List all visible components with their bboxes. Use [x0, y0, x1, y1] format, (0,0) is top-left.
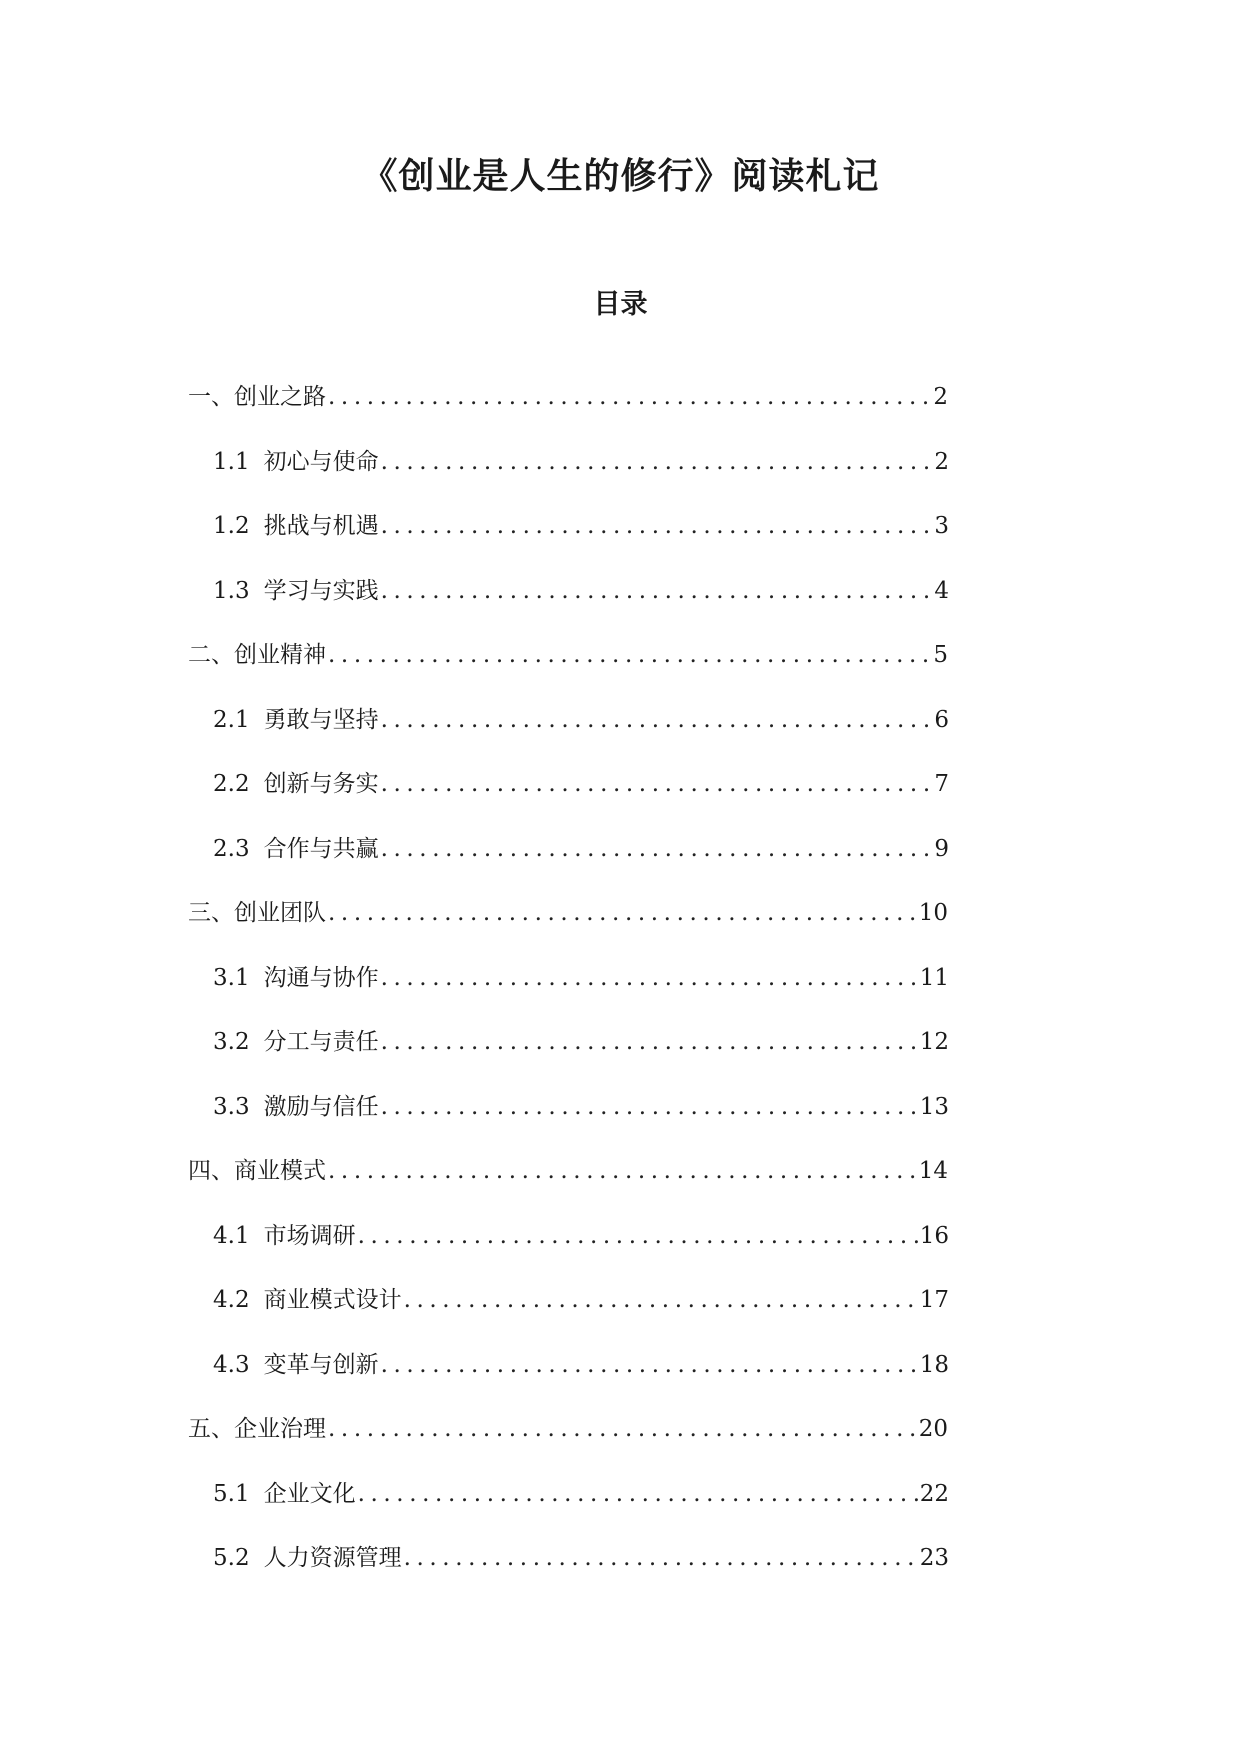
toc-page-number: 11 — [919, 965, 949, 991]
toc-entry-number: 4.2 — [213, 1287, 250, 1313]
toc-entry-number: 3.3 — [213, 1094, 250, 1120]
toc-dot-leader — [404, 1541, 918, 1575]
toc-subsection-entry[interactable] — [213, 1477, 949, 1511]
toc-page-number: 2 — [933, 384, 948, 410]
toc-subsection-entry[interactable] — [213, 1219, 949, 1253]
toc-entry-number: 5.1 — [213, 1481, 250, 1507]
toc-entry-number: 1.3 — [213, 578, 250, 604]
toc-entry-number: 2.3 — [213, 836, 250, 862]
toc-entry-label: 学习与实践 — [263, 578, 379, 604]
toc-entry-label: 企业文化 — [263, 1481, 356, 1507]
toc-entry-label: 沟通与协作 — [263, 965, 379, 991]
document-title: 《创业是人生的修行》阅读札记 — [361, 155, 880, 197]
toc-dot-leader — [404, 1283, 918, 1317]
toc-page-number: 14 — [918, 1158, 948, 1184]
toc-subsection-entry[interactable] — [213, 1541, 949, 1575]
toc-entry-number: 4.1 — [213, 1223, 250, 1249]
toc-page-number: 5 — [933, 642, 948, 668]
toc-subsection-entry[interactable] — [213, 832, 949, 866]
toc-entry-label: 分工与责任 — [263, 1029, 379, 1055]
toc-subsection-entry[interactable] — [213, 961, 949, 995]
toc-subsection-entry[interactable] — [213, 574, 949, 608]
toc-entry-label: 勇敢与坚持 — [263, 707, 379, 733]
toc-dot-leader — [358, 1219, 918, 1253]
toc-dot-leader — [358, 1477, 918, 1511]
toc-heading: 目录 — [593, 289, 648, 320]
toc-page-number: 16 — [919, 1223, 949, 1249]
toc-entry-label: 三、创业团队 — [188, 900, 326, 926]
toc-entry-label: 变革与创新 — [263, 1352, 379, 1378]
toc-entry-label: 一、创业之路 — [188, 384, 326, 410]
toc-dot-leader — [381, 703, 933, 737]
toc-entry-label: 挑战与机遇 — [263, 513, 379, 539]
toc-page-number: 13 — [919, 1094, 949, 1120]
toc-subsection-entry[interactable] — [213, 1025, 949, 1059]
toc-subsection-entry[interactable] — [213, 767, 949, 801]
toc-subsection-entry[interactable] — [213, 509, 949, 543]
toc-page-number: 17 — [919, 1287, 949, 1313]
toc-dot-leader — [381, 1348, 918, 1382]
toc-entry-label: 激励与信任 — [263, 1094, 379, 1120]
toc-entry-label: 四、商业模式 — [188, 1158, 326, 1184]
toc-page-number: 3 — [934, 513, 949, 539]
toc-subsection-entry[interactable] — [213, 445, 949, 479]
toc-entry-label: 二、创业精神 — [188, 642, 326, 668]
toc-entry-number: 1.2 — [213, 513, 250, 539]
toc-page-number: 12 — [919, 1029, 949, 1055]
toc-page-number: 4 — [934, 578, 949, 604]
toc-page-number: 2 — [934, 449, 949, 475]
toc-section-entry[interactable] — [188, 896, 948, 930]
toc-dot-leader — [381, 961, 918, 995]
toc-subsection-entry[interactable] — [213, 1348, 949, 1382]
toc-page-number: 7 — [934, 771, 949, 797]
toc-entry-label: 合作与共赢 — [263, 836, 379, 862]
toc-page-number: 18 — [919, 1352, 949, 1378]
toc-dot-leader — [328, 1412, 917, 1446]
toc-dot-leader — [381, 445, 933, 479]
toc-page-number: 23 — [919, 1545, 949, 1571]
toc-entry-label: 人力资源管理 — [263, 1545, 402, 1571]
toc-page-number: 9 — [934, 836, 949, 862]
toc-entry-number: 5.2 — [213, 1545, 250, 1571]
toc-entry-number: 3.1 — [213, 965, 250, 991]
toc-section-entry[interactable] — [188, 1412, 948, 1446]
toc-page-number: 10 — [918, 900, 948, 926]
toc-page-number: 6 — [934, 707, 949, 733]
toc-entry-label: 创新与务实 — [263, 771, 379, 797]
toc-dot-leader — [381, 574, 933, 608]
toc-dot-leader — [328, 1154, 917, 1188]
toc-dot-leader — [381, 1090, 918, 1124]
toc-entry-label: 市场调研 — [263, 1223, 356, 1249]
toc-subsection-entry[interactable] — [213, 703, 949, 737]
toc-section-entry[interactable] — [188, 380, 948, 414]
toc-entry-label: 五、企业治理 — [188, 1416, 326, 1442]
toc-subsection-entry[interactable] — [213, 1090, 949, 1124]
toc-entry-number: 1.1 — [213, 449, 250, 475]
toc-dot-leader — [381, 1025, 918, 1059]
toc-page-number: 22 — [919, 1481, 949, 1507]
toc-page-number: 20 — [918, 1416, 948, 1442]
toc-entry-label: 商业模式设计 — [263, 1287, 402, 1313]
toc-entry-number: 4.3 — [213, 1352, 250, 1378]
toc-dot-leader — [328, 896, 917, 930]
toc-entry-number: 3.2 — [213, 1029, 250, 1055]
toc-section-entry[interactable] — [188, 1154, 948, 1188]
toc-entry-number: 2.1 — [213, 707, 250, 733]
toc-dot-leader — [381, 832, 933, 866]
toc-entry-number: 2.2 — [213, 771, 250, 797]
toc-dot-leader — [381, 509, 933, 543]
toc-entry-label: 初心与使命 — [263, 449, 379, 475]
toc-dot-leader — [381, 767, 933, 801]
toc-subsection-entry[interactable] — [213, 1283, 949, 1317]
toc-section-entry[interactable] — [188, 638, 948, 672]
toc-dot-leader — [328, 380, 931, 414]
toc-dot-leader — [328, 638, 931, 672]
